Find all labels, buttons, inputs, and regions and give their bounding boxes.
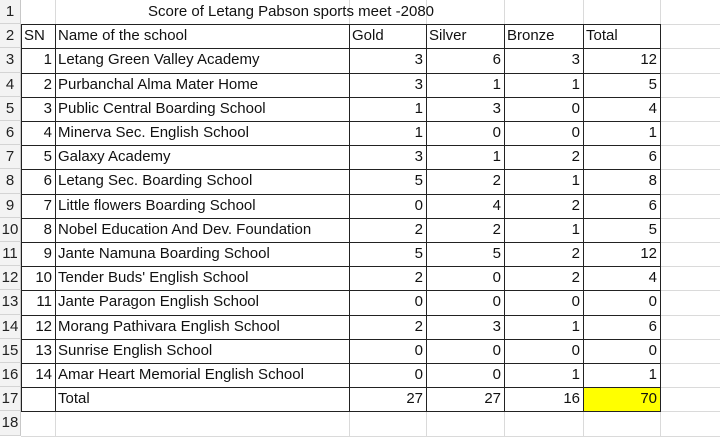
cell-school-name[interactable]: Public Central Boarding School xyxy=(58,100,266,117)
cell-total[interactable]: 8 xyxy=(648,172,657,189)
cell-sn[interactable]: 6 xyxy=(43,172,52,189)
cell-silver[interactable]: 0 xyxy=(492,269,501,286)
cell-total[interactable]: 12 xyxy=(640,245,657,262)
cell-total[interactable]: 5 xyxy=(648,221,657,238)
cell-sn[interactable]: 14 xyxy=(35,366,52,383)
cell-bronze[interactable]: 0 xyxy=(571,124,580,141)
cell-bronze[interactable]: 3 xyxy=(571,51,580,68)
cell-school-name[interactable]: Galaxy Academy xyxy=(58,148,171,165)
table-border xyxy=(21,266,661,267)
row-header[interactable]: 13 xyxy=(0,290,21,315)
cell-silver[interactable]: 6 xyxy=(492,51,501,68)
cell-sn[interactable]: 10 xyxy=(35,269,52,286)
cell-silver[interactable]: 0 xyxy=(492,342,501,359)
cell-total[interactable]: 1 xyxy=(648,366,657,383)
cell-total[interactable]: 0 xyxy=(648,342,657,359)
header-sn[interactable]: SN xyxy=(24,27,45,44)
cell-sn[interactable]: 7 xyxy=(43,197,52,214)
cell-bronze[interactable]: 1 xyxy=(571,221,580,238)
cell-gold[interactable]: 0 xyxy=(414,342,423,359)
cell-silver[interactable]: 0 xyxy=(492,366,501,383)
row-header[interactable]: 1 xyxy=(0,0,21,24)
cell-bronze[interactable]: 2 xyxy=(571,148,580,165)
row-header[interactable]: 15 xyxy=(0,339,21,363)
table-border xyxy=(21,24,661,25)
cell-sn[interactable]: 11 xyxy=(36,293,52,310)
cell-silver[interactable]: 1 xyxy=(492,76,501,93)
header-school-name[interactable]: Name of the school xyxy=(58,27,188,44)
row-header[interactable]: 17 xyxy=(0,387,21,411)
cell-total[interactable]: 6 xyxy=(648,197,657,214)
cell-sn[interactable]: 8 xyxy=(43,221,52,238)
row-header[interactable]: 12 xyxy=(0,266,21,290)
cell-bronze[interactable]: 0 xyxy=(571,293,580,310)
cell-total[interactable]: 12 xyxy=(640,51,657,68)
header-silver[interactable]: Silver xyxy=(429,27,467,44)
cell-silver[interactable]: 2 xyxy=(492,172,501,189)
table-border xyxy=(21,121,661,122)
cell-gold[interactable]: 3 xyxy=(414,76,423,93)
cell-sn[interactable]: 9 xyxy=(43,245,52,262)
row-header[interactable]: 9 xyxy=(0,194,21,218)
cell-silver[interactable]: 0 xyxy=(492,124,501,141)
cell-school-name[interactable]: Nobel Education And Dev. Foundation xyxy=(58,221,312,238)
cell-silver[interactable]: 0 xyxy=(492,293,501,310)
cell-gold[interactable]: 2 xyxy=(414,221,423,238)
table-border xyxy=(21,73,661,74)
cell-silver[interactable]: 3 xyxy=(492,100,501,117)
row-header[interactable]: 10 xyxy=(0,218,21,242)
cell-bronze[interactable]: 0 xyxy=(571,100,580,117)
row-header[interactable]: 11 xyxy=(0,242,21,266)
cell-school-name[interactable]: Letang Green Valley Academy xyxy=(58,51,260,68)
cell-bronze[interactable]: 0 xyxy=(571,342,580,359)
table-border xyxy=(21,218,661,219)
row-header[interactable]: 14 xyxy=(0,315,21,339)
row-header[interactable]: 18 xyxy=(0,411,21,436)
cell-school-name[interactable]: Little flowers Boarding School xyxy=(58,197,256,214)
cell-gold[interactable]: 1 xyxy=(414,124,423,141)
table-border xyxy=(21,194,661,195)
total-gold[interactable]: 27 xyxy=(406,390,423,407)
total-silver[interactable]: 27 xyxy=(484,390,501,407)
cell-bronze[interactable]: 2 xyxy=(571,245,580,262)
row-header[interactable]: 16 xyxy=(0,363,21,387)
cell-bronze[interactable]: 1 xyxy=(571,172,580,189)
cell-bronze[interactable]: 2 xyxy=(571,269,580,286)
cell-school-name[interactable]: Purbanchal Alma Mater Home xyxy=(58,76,259,93)
cell-sn[interactable]: 5 xyxy=(43,148,52,165)
cell-gold[interactable]: 5 xyxy=(414,245,423,262)
cell-gold[interactable]: 5 xyxy=(414,172,423,189)
table-border xyxy=(21,242,661,243)
cell-total[interactable]: 0 xyxy=(648,293,657,310)
total-bronze[interactable]: 16 xyxy=(563,390,580,407)
cell-school-name[interactable]: Amar Heart Memorial English School xyxy=(58,366,304,383)
cell-school-name[interactable]: Jante Namuna Boarding School xyxy=(58,245,270,262)
row-header[interactable]: 5 xyxy=(0,97,21,121)
cell-gold[interactable]: 1 xyxy=(414,100,423,117)
row-header[interactable]: 4 xyxy=(0,73,21,97)
cell-total[interactable]: 1 xyxy=(648,124,657,141)
table-border xyxy=(21,145,661,146)
header-bronze[interactable]: Bronze xyxy=(507,27,555,44)
grand-total[interactable]: 70 xyxy=(583,387,660,411)
cell-school-name[interactable]: Tender Buds' English School xyxy=(58,269,249,286)
row-header[interactable]: 6 xyxy=(0,121,21,145)
table-border xyxy=(21,169,661,170)
table-border xyxy=(21,411,661,412)
cell-total[interactable]: 6 xyxy=(648,148,657,165)
cell-gold[interactable]: 3 xyxy=(414,51,423,68)
cell-silver[interactable]: 2 xyxy=(492,221,501,238)
cell-bronze[interactable]: 1 xyxy=(571,318,580,335)
row-header[interactable]: 8 xyxy=(0,169,21,194)
table-border xyxy=(21,48,661,49)
row-header[interactable]: 2 xyxy=(0,24,21,48)
cell-total[interactable]: 4 xyxy=(648,100,657,117)
header-total[interactable]: Total xyxy=(586,27,618,44)
cell-total[interactable]: 4 xyxy=(648,269,657,286)
table-border xyxy=(21,339,661,340)
header-gold[interactable]: Gold xyxy=(352,27,384,44)
cell-silver[interactable]: 3 xyxy=(492,318,501,335)
cell-bronze[interactable]: 2 xyxy=(571,197,580,214)
cell-silver[interactable]: 4 xyxy=(492,197,501,214)
cell-gold[interactable]: 0 xyxy=(414,197,423,214)
cell-total[interactable]: 6 xyxy=(648,318,657,335)
cell-sn[interactable]: 3 xyxy=(43,100,52,117)
cell-sn[interactable]: 4 xyxy=(43,124,52,141)
cell-silver[interactable]: 1 xyxy=(492,148,501,165)
cell-gold[interactable]: 0 xyxy=(414,293,423,310)
cell-silver[interactable]: 5 xyxy=(492,245,501,262)
cell-school-name[interactable]: Jante Paragon English School xyxy=(58,293,259,310)
cell-sn[interactable]: 12 xyxy=(35,318,52,335)
cell-school-name[interactable]: Morang Pathivara English School xyxy=(58,318,280,335)
cell-school-name[interactable]: Letang Sec. Boarding School xyxy=(58,172,253,189)
cell-gold[interactable]: 3 xyxy=(414,148,423,165)
cell-bronze[interactable]: 1 xyxy=(571,76,580,93)
cell-bronze[interactable]: 1 xyxy=(571,366,580,383)
table-border xyxy=(21,315,661,316)
cell-school-name[interactable]: Minerva Sec. English School xyxy=(58,124,249,141)
table-border xyxy=(21,387,661,388)
row-header[interactable]: 7 xyxy=(0,145,21,169)
table-border xyxy=(21,97,661,98)
table-border xyxy=(21,290,661,291)
cell-total[interactable]: 5 xyxy=(648,76,657,93)
cell-sn[interactable]: 13 xyxy=(35,342,52,359)
cell-school-name[interactable]: Sunrise English School xyxy=(58,342,213,359)
cell-sn[interactable]: 1 xyxy=(43,51,52,68)
cell-gold[interactable]: 2 xyxy=(414,269,423,286)
total-label[interactable]: Total xyxy=(58,390,90,407)
cell-sn[interactable]: 2 xyxy=(43,76,52,93)
cell-gold[interactable]: 2 xyxy=(414,318,423,335)
table-border xyxy=(21,363,661,364)
sheet-title[interactable]: Score of Letang Pabson sports meet -2080 xyxy=(148,3,435,20)
cell-gold[interactable]: 0 xyxy=(414,366,423,383)
row-header[interactable]: 3 xyxy=(0,48,21,73)
